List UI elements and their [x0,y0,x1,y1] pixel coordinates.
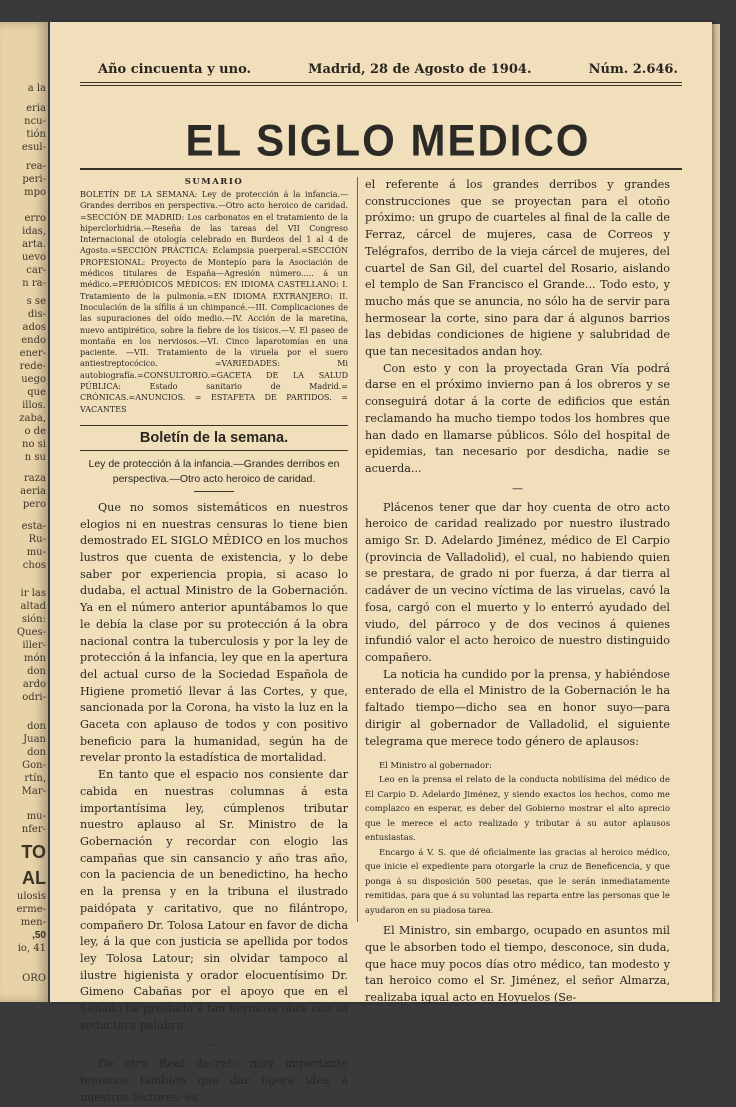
newspaper-page [50,22,712,1104]
facing-page-fragment: a la [27,83,46,94]
facing-page-fragment: mpo [24,187,46,198]
telegram-paragraph: Encargo á V. S. que dé oficialmente las gracias al heroico médico, que inicie el expediente para otorgarle la cruz de Beneficencia, y que ponga á su disposición 500 pesetas, que le serán inmediatamente remitidas, para que á su voluntad las reparta entre las personas que le ayudaron en su piadosa tarea. [365,846,670,915]
facing-page-fragment: uevo [21,252,46,263]
facing-page-fragment: Juan [23,734,46,745]
facing-page-fragment: ados [22,322,46,333]
facing-page-fragment: raza [24,473,46,484]
facing-page-fragment: sión: [21,614,46,625]
facing-page-fragment: mu- [26,547,46,558]
facing-page-fragment: rea- [25,161,46,172]
facing-page-fragment: rtín, [24,773,46,784]
facing-page-fragment: Gon- [22,760,46,771]
facing-page-fragment: io, 41 [17,943,46,954]
facing-page-fragment: rede- [19,361,46,372]
page-edge [712,24,720,1002]
facing-page-fragment: n su [24,452,46,463]
masthead-year: Año cincuenta y uno. [98,62,252,77]
facing-page-fragment: mu- [26,811,46,822]
facing-page-fragment: esta- [21,521,46,532]
telegram-paragraph: Leo en la prensa el relato de la conducta nobilísima del médico de El Carpio D. Adelardo Jiménez, y siendo exactos los hechos, como me complazco en esperar, es deber del Gobierno mostrar el alto aprecio que le merece el acto realizado y tributar á su autor aplausos entusiastas. [365,774,670,843]
article-paragraph: La noticia ha cundido por la prensa, y habiéndose enterado de ella el Ministro de la Gobernación le ha faltado tiempo—dicho sea en honor suyo—para dirigir al gobernador de Valladolid, el siguiente telegrama que merece todo género de aplausos: [365,667,670,748]
facing-page-fragment: n ra- [22,278,46,289]
sumario-heading: SUMARIO [184,177,244,187]
facing-page-fragment: ener- [19,348,46,359]
facing-page-fragment: TO [21,842,46,862]
masthead-rule [80,82,682,83]
facing-page-fragment: AL [22,868,46,888]
facing-page-fragment: altad [20,601,46,612]
masthead-date: Madrid, 28 de Agosto de 1904. [308,62,532,77]
facing-page-fragment: arta. [22,239,46,250]
facing-page-fragment: endo [21,335,46,346]
facing-page-fragment: o de [24,426,46,437]
article-paragraph: Que no somos sistemáticos en nuestros elogios ni en nuestras censuras lo tiene bien demostrado EL SIGLO MÉDICO en los muchos lustros que cuenta de existencia, y lo debe saber por experiencia propia, si acaso lo dudaba, el actual Ministro de la Gobernación. Ya en el número anterior apuntábamos lo que le debía la clase por su protección á la obra nacional contra la tuberculosis y por la ley de protección á la infancia, ley que en la apertura del actual curso de la Sociedad Española de Higiene prometió llevar á las Cortes, y que, sancionada por la Corona, ha visto la luz en la Gaceta con aplauso de todos y con positivo beneficio para la humanidad, según ha de revelar pronto la estadística de mortalidad. [80,500,348,765]
facing-page-fragment: aeria [20,486,46,497]
facing-page-fragment: Mar- [21,786,46,797]
facing-page-fragment: s se [26,296,46,307]
facing-page-fragment: no si [22,439,46,450]
facing-page-fragment: món [24,653,46,664]
facing-page-fragment: car- [26,265,46,276]
facing-page-fragment: don [27,747,46,758]
masthead-rule-2 [80,85,682,86]
right-column [365,177,670,1007]
section-subtitle: Ley de protección á la infancia.—Grandes derribos en perspectiva.—Otro acto heroico de caridad. [88,457,340,485]
facing-page-fragment: uego [21,374,46,385]
facing-page-fragment: ulosis [16,891,46,902]
facing-page-fragment: iller- [22,640,46,651]
facing-page-fragment: que [27,387,46,398]
facing-page-edge [0,22,48,1002]
facing-page-fragment: eria [26,103,46,114]
facing-page-fragment: pero [22,499,46,510]
facing-page-fragment: odri- [22,692,46,703]
facing-page-fragment: erme- [16,904,46,915]
facing-page-fragment: ,50 [32,930,46,941]
facing-page-fragment: erro [24,213,46,224]
masthead [98,62,678,77]
separator-dash: — [208,1038,220,1052]
article-paragraph: En tanto que el espacio nos consiente dar cabida en nuestras columnas á esta importantísima ley, cúmplenos tributar nuestro aplauso al Sr. Ministro de la Gobernación y recordar con elogio las campañas que sin cansancio y año tras año, con la paciencia de un benedictino, ha hecho en la prensa y en la tribuna el ilustrado paidópata y caritativo, que no filántropo, compañero Dr. Tolosa Latour en favor de dicha ley, á la que con justicia se apellida por todos ley Tolosa Latour; sin olvidar tampoco al ilustre higienista y orador elocuentísimo Dr. Gimeno Cabañas por el apoyo que en el Senado ha prestado á tan hermosa obra con su seductora palabra. [80,768,348,1032]
left-column [80,177,348,1107]
facing-page-fragment: Ques- [16,627,46,638]
facing-page-fragment: ncu- [24,116,46,127]
masthead-number: Núm. 2.646. [588,62,678,77]
facing-page-fragment: illos. [22,400,46,411]
sumario-text: BOLETÍN DE LA SEMANA: Ley de protección á la infancia.— Grandes derribos en perspectiva.—Otro acto heroico de caridad. =SECCIÓN DE MADRID: Los carbonatos en el tratamiento de la hiperclorhidria.—Reseña de las tareas del VII Congreso Internacional de otología celebrado en Burdeos del 1 al 4 de Agosto.=SECCIÓN PRÁCTICA: Eclampsia puerperal.=SECCIÓN PROFESIONAL: Proyecto de Montepío para la Asociación de médicos titulares de España—Agresión número..... á un médico.=PERIÓDICOS MÉDICOS: EN IDIOMA CASTELLANO: I. Tratamiento de la pulmonía.=EN IDIOMA EXTRANJERO: II. Inoculación de la sífilis á un chimpancé.—III. Complicaciones de las supuraciones del oído medio.—IV. Acción de la maretina, nuevo antipirético, sobre la fiebre de los tísicos.—V. El paseo de montaña en los nerviosos.—VI. Cinco laparotomías en una paciente. —VII. Tratamiento de la viruela por el suero antiestreptocócico. =VARIEDADES: Mi autobiografía.=CONSULTORIO.=GACETA DE LA SALUD PÚBLICA: Estado sanitario de Madrid.= CRÓNICAS.=ANUNCIOS. = ESTAFETA DE PARTIDOS. = VACANTES [80,190,348,414]
facing-page-fragment: peri- [22,174,46,185]
telegram-heading: El Ministro al gobernador: [379,760,492,771]
article-paragraph: Con esto y con la proyectada Gran Vía podrá darse en el próximo invierno pan á los obreros y se conseguirá dotar á la corte de edificios que están reclamando ha mucho tiempo todos los hombres que han dado en llamarse públicos. Sólo del hospital de epidemias, tan necesario por desdicha, nadie se acuerda... [365,361,670,475]
facing-page-fragment: chos [22,560,46,571]
newspaper-title: EL SIGLO MEDICO [185,115,591,166]
facing-page-fragment: ir las [20,588,46,599]
facing-page-fragment: men- [20,917,46,928]
title-rule [80,168,682,170]
facing-page-fragment: ORO [22,973,46,984]
facing-page-fragment: don [27,666,46,677]
facing-page-fragment: idas, [22,226,46,237]
article-paragraph: El Ministro, sin embargo, ocupado en asuntos mil que le absorben todo el tiempo, desconoce, sin duda, que hace muy pocos días otro médico, tan modesto y tan heroico como el Sr. Jiménez, el señor Almarza, realizaba igual acto en Hoyuelos (Se- [365,924,670,1005]
facing-page-fragment: don [27,721,46,732]
section-title: Boletín de la semana. [80,425,348,451]
facing-page-fragment: esul- [21,142,46,153]
facing-page-fragment: zaba, [19,413,46,424]
facing-page-fragment: Ru- [28,534,46,545]
divider [194,491,234,492]
separator-dash: — [512,481,523,495]
facing-page-fragment: nfer- [21,824,46,835]
article-paragraph: De otro Real decreto muy importante tenemos también que dar ligera idea á nuestros lectores: es [80,1057,348,1104]
facing-page-fragment: dis- [27,309,46,320]
facing-page-fragment: tión [26,129,46,140]
facing-page-fragment: ardo [22,679,46,690]
column-divider [357,177,358,922]
article-paragraph: el referente á los grandes derribos y grandes construcciones que se proyectan para el otoño próximo: un grupo de cuarteles al final de la calle de Ferraz, cárcel de mujeres, casa de Correos y Telégrafos, derribo de la vieja cárcel de mujeres, del cuartel de San Gil, del cuartel del Rosario, aislando el templo de San Francisco el Grande... Todo esto, y mucho más que se anuncia, no sólo ha de servir para hermosear la corte, sino para dar á algunos barrios las debidas condiciones de higiene y salubridad de que tan necesitados andan hoy. [365,178,670,359]
article-paragraph: Plácenos tener que dar hoy cuenta de otro acto heroico de caridad realizado por nuestro ilustrado amigo Sr. D. Adelardo Jiménez, médico de El Carpio (provincia de Valladolid), el cual, no habiendo quien se prestara, de grado ni por fuerza, á dar tierra al cadáver de un vecino víctima de las viruelas, cavó la fosa, cargó con el muerto y lo enterró ayudado del viudo, del párroco y de dos vecinos á quienes infundió valor el acto heroico de nuestro distinguido compañero. [365,500,670,664]
